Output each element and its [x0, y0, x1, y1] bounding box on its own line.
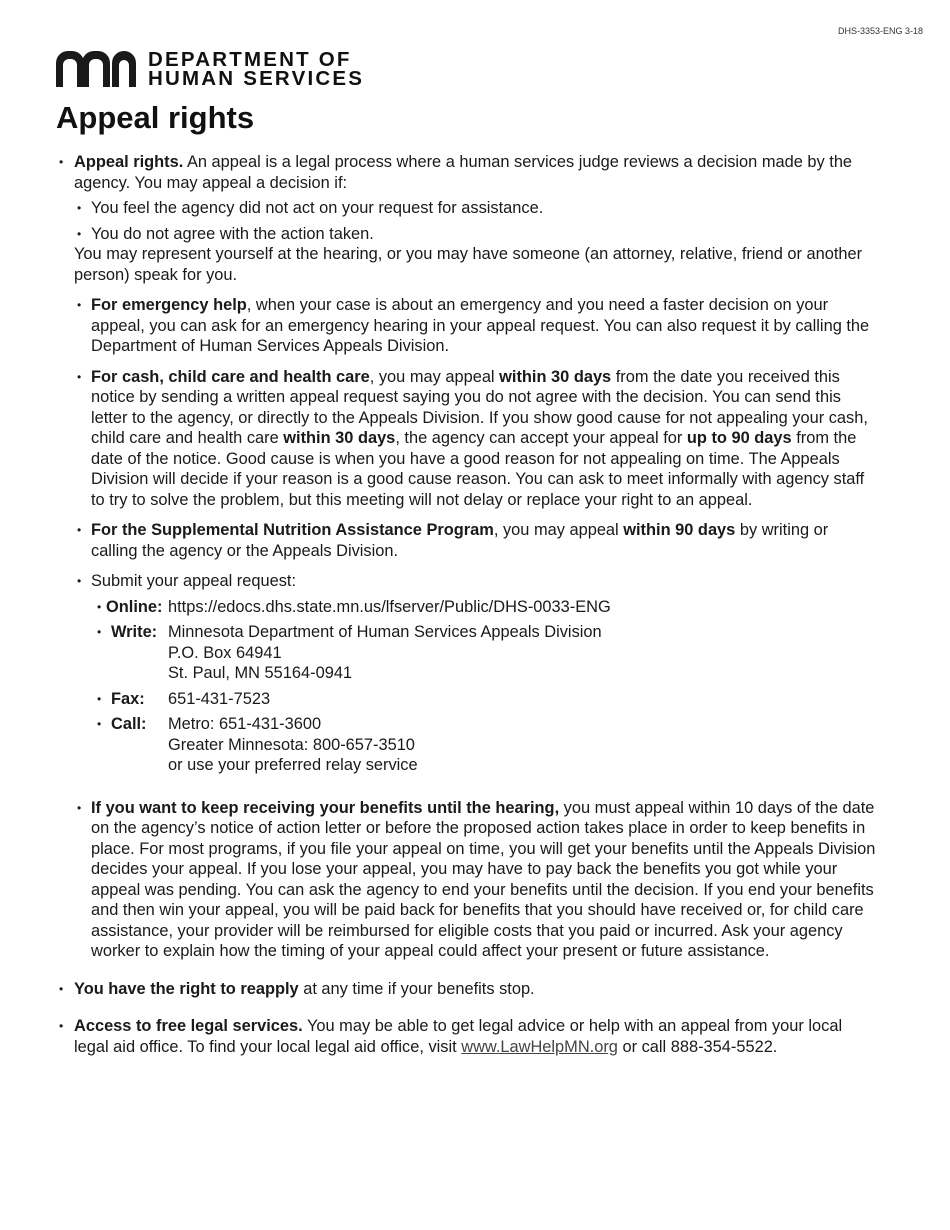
online-url[interactable]: https://edocs.dhs.state.mn.us/lfserver/Public/DHS-0033-ENG	[168, 597, 611, 616]
legal-services-section	[56, 1016, 876, 1057]
submit-item	[74, 571, 876, 776]
appeal-rights-intro	[74, 152, 876, 193]
representation-text: You may represent yourself at the hearing, or you may have someone (an attorney, relative, friend or another person) speak for you.	[74, 245, 863, 284]
bullet: •	[97, 691, 102, 706]
appeal-reason-2	[74, 224, 876, 245]
keep-benefits-label: If you want to keep receiving your benefits until the hearing,	[91, 798, 560, 817]
legal-services-text: You may be able to get legal advice or help with an appeal from your local legal aid office. To find your local legal aid office, visit	[74, 1017, 843, 1056]
bullet: •	[77, 369, 82, 384]
appeal-reason-text: You do not agree with the action taken.	[91, 224, 374, 243]
cash-text: , you may appeal	[369, 367, 500, 386]
lawhelpmn-link[interactable]: www.LawHelpMN.org	[461, 1037, 618, 1056]
bullet: •	[77, 523, 82, 537]
bullet: •	[97, 599, 102, 614]
reapply-section	[56, 979, 876, 1000]
submit-fax	[91, 689, 876, 710]
write-label: Write:	[111, 623, 158, 641]
cash-childcare-item	[74, 367, 876, 511]
fax-label: Fax:	[111, 689, 145, 708]
appeal-rights-label: Appeal rights.	[74, 153, 184, 171]
department-name-line1: DEPARTMENT OF	[148, 48, 352, 71]
bullet: •	[77, 574, 82, 588]
emergency-label: For emergency help	[91, 296, 247, 314]
write-address-line: P.O. Box 64941	[168, 643, 282, 662]
appeal-rights-section	[56, 152, 876, 962]
snap-text: , you may appeal	[493, 521, 624, 539]
submit-online	[91, 597, 876, 618]
bullet: •	[97, 717, 102, 731]
appeal-reason-1	[74, 198, 876, 219]
bullet: •	[59, 155, 64, 169]
submit-call	[91, 714, 876, 776]
reapply-text: at any time if your benefits stop.	[298, 979, 535, 998]
appeal-rights-text: An appeal is a legal process where a human services judge reviews a decision made by the agency. You may appeal a decision if:	[74, 153, 853, 192]
legal-services-label: Access to free legal services.	[74, 1017, 303, 1035]
cash-extended-deadline: up to 90 days	[686, 429, 792, 447]
snap-item	[74, 520, 876, 561]
bullet: •	[77, 201, 82, 215]
appeal-reason-text: You feel the agency did not act on your request for assistance.	[91, 199, 544, 217]
snap-text: by writing or calling the agency or the Appeals Division.	[91, 521, 829, 560]
write-address-line: Minnesota Department of Human Services Appeals Division	[168, 623, 602, 641]
agency-header	[56, 50, 364, 88]
submit-write	[91, 622, 876, 684]
call-line: or use your preferred relay service	[168, 756, 418, 774]
cash-deadline: within 30 days	[499, 367, 612, 386]
bullet: •	[77, 226, 82, 241]
legal-services-text: or call 888-354-5522.	[617, 1037, 778, 1056]
cash-deadline: within 30 days	[283, 429, 396, 447]
bullet: •	[77, 800, 82, 815]
cash-text: from the date you received this notice by sending a written appeal request saying you do not agree with the decision. You can send this letter to the agency, or directly to the Appeals Division. If you show good cause for not appealing your cash, child care and health care	[91, 367, 868, 447]
department-name	[148, 50, 364, 88]
emergency-text: , when your case is about an emergency and you need a faster decision on your appeal, you can ask for an emergency hearing in your appeal request. You can also request it by calling the Department of Human Services Appeals Division.	[91, 296, 870, 355]
fax-number: 651-431-7523	[168, 689, 271, 708]
emergency-help-item	[74, 295, 876, 357]
keep-benefits-item	[74, 798, 876, 962]
cash-label: For cash, child care and health care	[91, 367, 370, 386]
keep-benefits-text: you must appeal within 10 days of the date on the agency’s notice of action letter or before the proposed action takes place in order to keep benefits in place. For most programs, if you file your appeal on time, you will get your benefits until the Appeals Division decides your appeal. If you lose your appeal, you may have to pay back the benefits you got while your appeal was pending. You can ask the agency to end your benefits until the decision. If you end your benefits and then win your appeal, you will be paid back for benefits that you should have received or, for child care assistance, your provider will be reimbursed for eligible costs that you paid or incurred. Ask your agency worker to explain how the timing of your appeal could affect your present or future assistance.	[91, 798, 876, 960]
reapply-label: You have the right to reapply	[74, 979, 299, 998]
page-title: Appeal rights	[56, 100, 255, 135]
write-address-line: St. Paul, MN 55164-0941	[168, 664, 353, 682]
mn-logo-icon	[56, 51, 136, 87]
bullet: •	[97, 625, 102, 639]
bullet: •	[59, 981, 64, 996]
cash-text: from the date of the notice. Good cause is when you have a good reason for not appealing on time. The Appeals Division will decide if your reason is a good cause reason. You can ask to meet informally with agency staff to try to solve the problem, but this meeting will not delay or replace your right to an appeal.	[91, 429, 865, 509]
bullet: •	[59, 1019, 64, 1033]
cash-text: , the agency can accept your appeal for	[395, 429, 687, 447]
bullet: •	[77, 298, 82, 312]
form-code: DHS-3353-ENG 3-18	[837, 26, 923, 36]
call-line: Greater Minnesota: 800-657-3510	[168, 735, 415, 754]
snap-label: For the Supplemental Nutrition Assistance Program	[91, 521, 494, 539]
snap-deadline: within 90 days	[623, 521, 736, 539]
submit-intro: Submit your appeal request:	[91, 572, 297, 590]
call-line: Metro: 651-431-3600	[168, 715, 322, 733]
document-body	[56, 152, 876, 1074]
online-label: Online:	[106, 597, 163, 616]
call-label: Call:	[111, 715, 147, 733]
department-name-line2: HUMAN SERVICES	[148, 67, 365, 90]
